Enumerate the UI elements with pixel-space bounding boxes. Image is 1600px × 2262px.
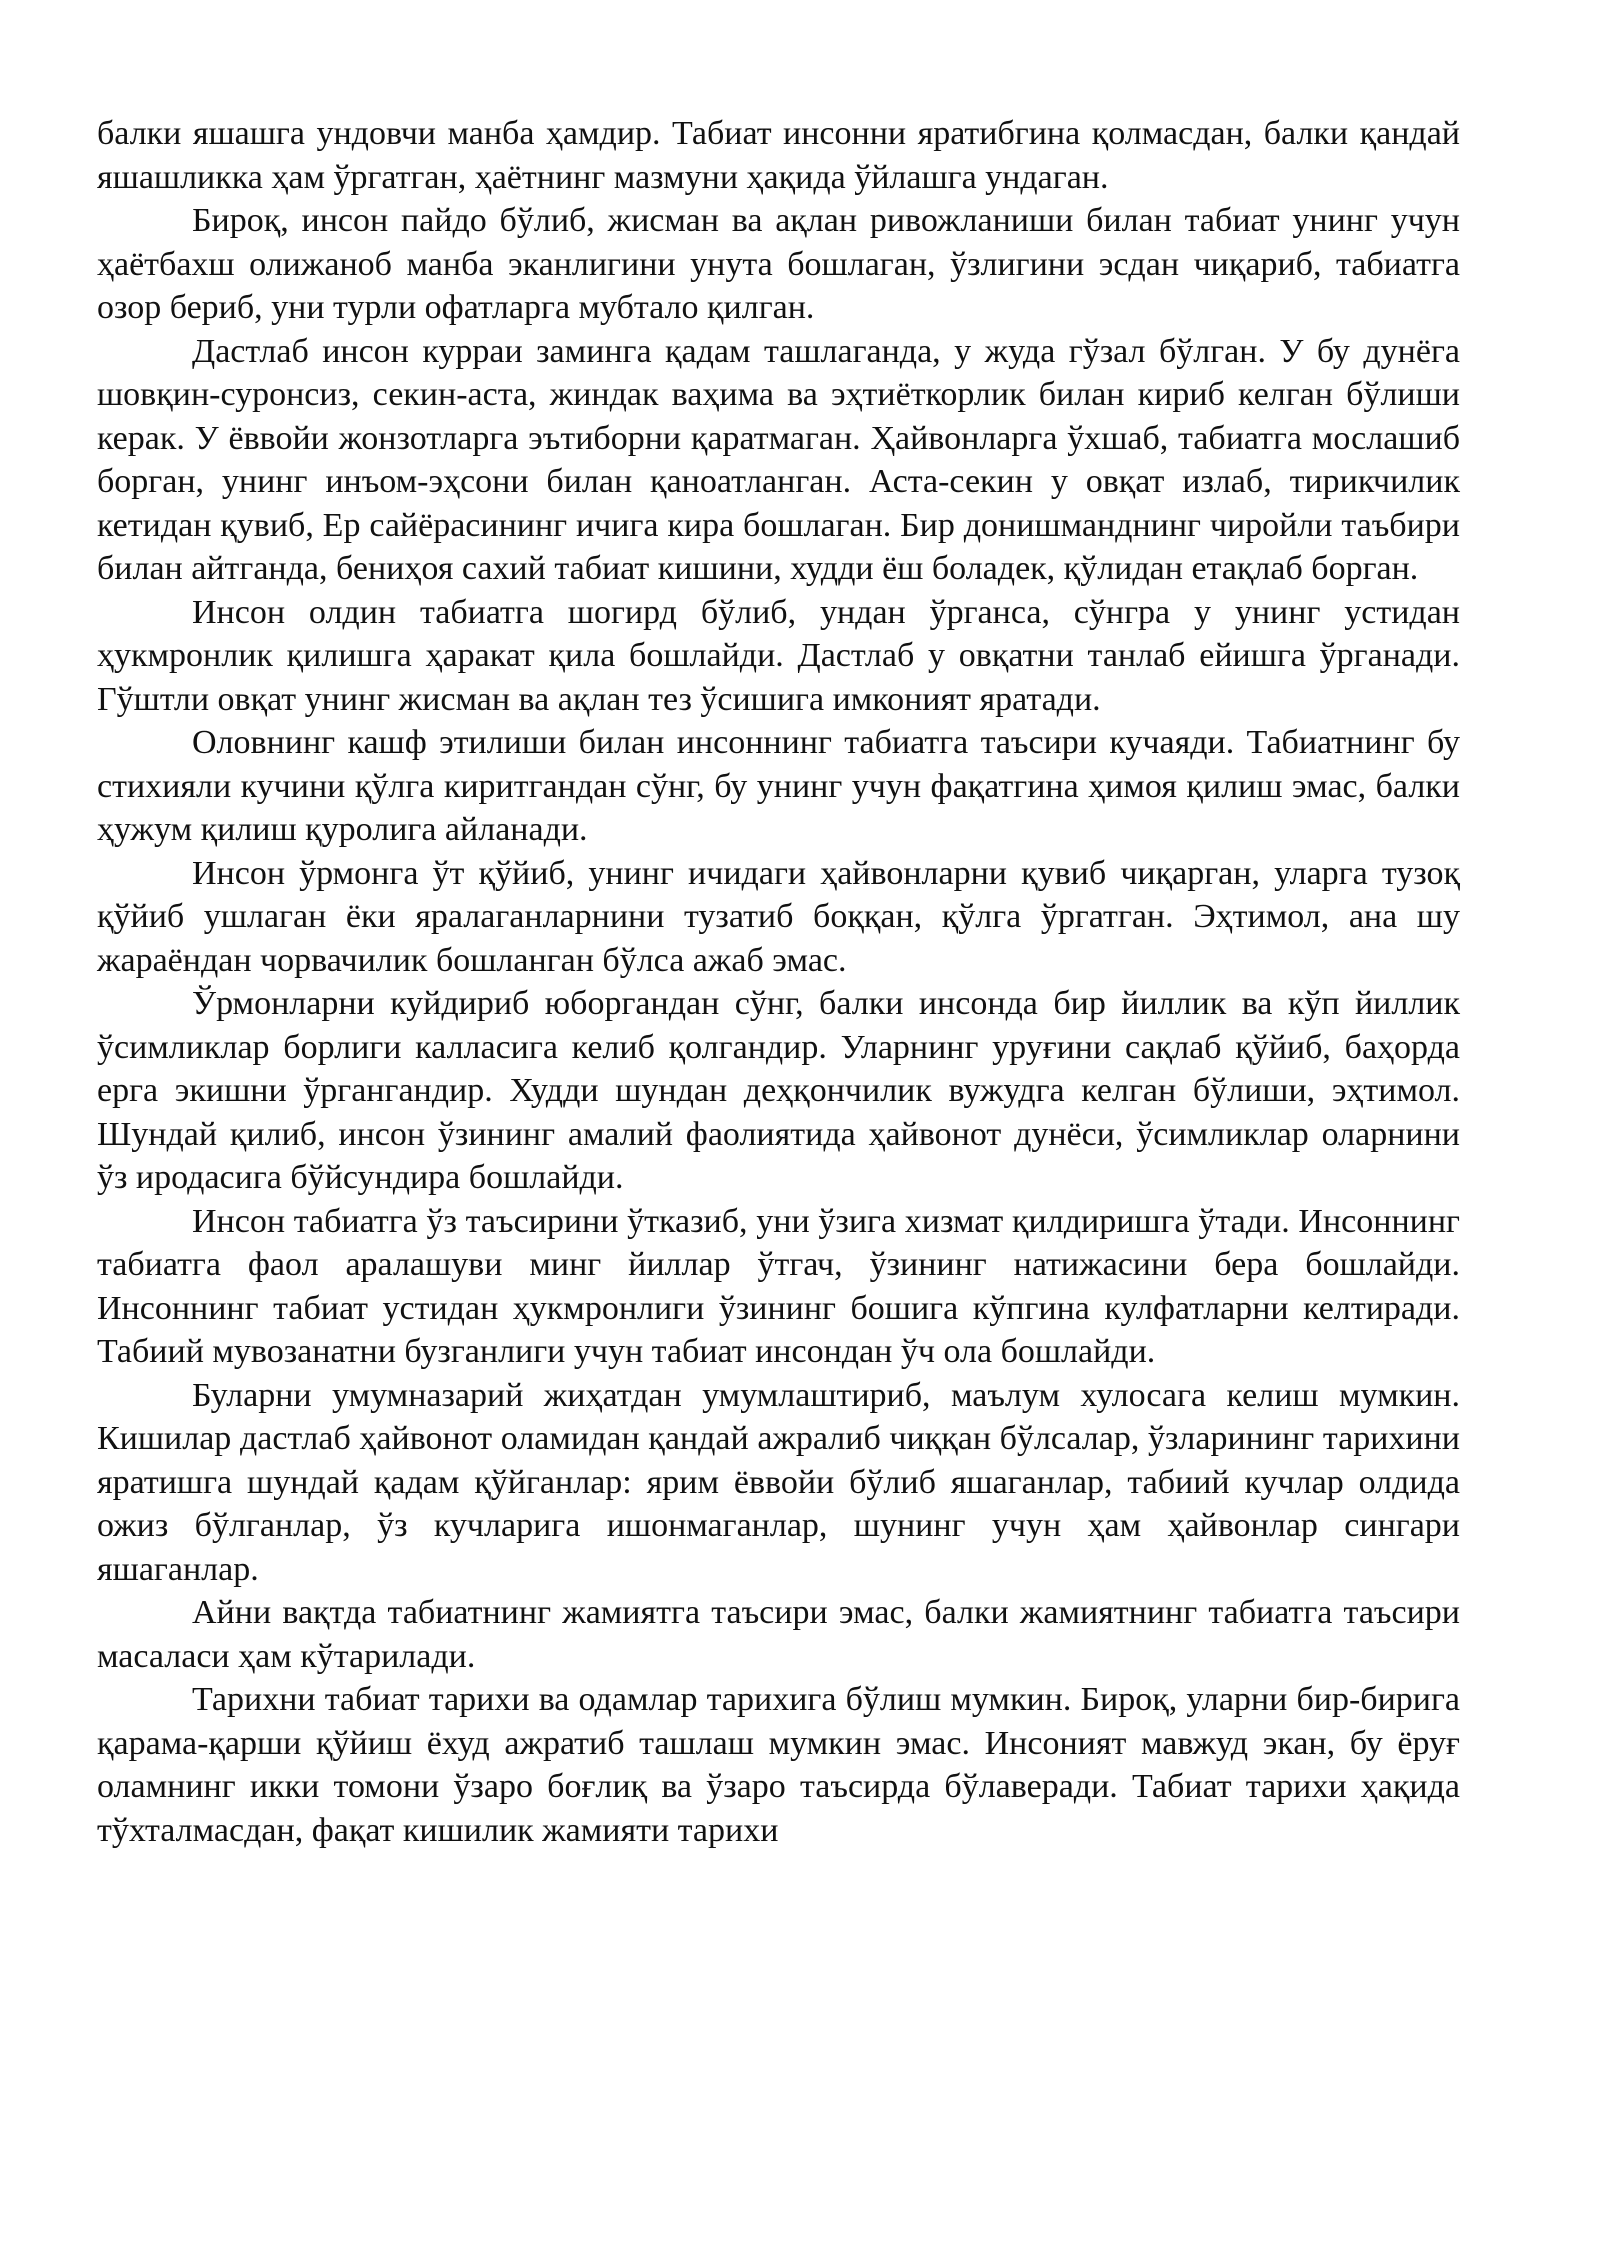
paragraph-3: Дастлаб инсон курраи заминга қадам ташлаганда, у жуда гўзал бўлган. У бу дунёга шовқин-суронсиз, секин-аста, жиндак ваҳима ва эҳтиёткорлик билан кириб келган бўлиши керак. У ёввойи жонзотларга эътиборни қаратмаган. Ҳайвонларга ўхшаб, табиатга мослашиб борган, унинг инъом-эҳсони билан қаноатланган. Аста-секин у овқат излаб, тирикчилик кетидан қувиб, Ер сайёрасининг ичига кира бошлаган. Бир донишманднинг чиройли таъбири билан айтганда, бениҳоя сахий табиат кишини, худди ёш боладек, қўлидан етақлаб борган. [97, 332, 1460, 587]
paragraph-6: Инсон ўрмонга ўт қўйиб, унинг ичидаги ҳайвонларни қувиб чиқарган, уларга тузоқ қўйиб ушлаган ёки яралаганларнини тузатиб боққан, қўлга ўргатган. Эҳтимол, ана шу жараёндан чорвачилик бошланган бўлса ажаб эмас. [97, 854, 1460, 979]
paragraph-10: Айни вақтда табиатнинг жамиятга таъсири эмас, балки жамиятнинг табиатга таъсири масаласи ҳам кўтарилади. [97, 1594, 1460, 1675]
paragraph-7: Ўрмонларни куйдириб юборгандан сўнг, балки инсонда бир йиллик ва кўп йиллик ўсимликлар борлиги калласига келиб қолгандир. Уларнинг уруғини сақлаб қўйиб, баҳорда ерга экишни ўргангандир. Худди шундан деҳқончилик вужудга келган бўлиши, эҳтимол. Шундай қилиб, инсон ўзининг амалий фаолиятида ҳайвонот дунёси, ўсимликлар оларнини ўз иродасига бўйсундира бошлайди. [97, 985, 1460, 1196]
document-page [97, 112, 1460, 1852]
paragraph-2: Бироқ, инсон пайдо бўлиб, жисман ва ақлан ривожланиши билан табиат унинг учун ҳаётбахш олижаноб манба эканлигини унута бошлаган, ўзлигини эсдан чиқариб, табиатга озор бериб, уни турли офатларга мубтало қилган. [97, 202, 1460, 326]
paragraph-4: Инсон олдин табиатга шогирд бўлиб, ундан ўрганса, сўнгра у унинг устидан ҳукмронлик қилишга ҳаракат қила бошлайди. Дастлаб у овқатни танлаб ейишга ўрганади. Гўштли овқат унинг жисман ва ақлан тез ўсишига имконият яратади. [97, 593, 1460, 718]
paragraph-9: Буларни умумназарий жиҳатдан умумлаштириб, маълум хулосага келиш мумкин. Кишилар дастлаб ҳайвонот оламидан қандай ажралиб чиққан бўлсалар, ўзларининг тарихини яратишга шундай қадам қўйганлар: ярим ёввойи бўлиб яшаганлар, табиий кучлар олдида ожиз бўлганлар, ўз кучларига ишонмаганлар, шунинг учун ҳам ҳайвонлар сингари яшаганлар. [97, 1376, 1460, 1588]
paragraph-11: Тарихни табиат тарихи ва одамлар тарихига бўлиш мумкин. Бироқ, уларни бир-бирига қарама-қарши қўйиш ёхуд ажратиб ташлаш мумкин эмас. Инсоният мавжуд экан, бу ёруғ оламнинг икки томони ўзаро боғлиқ ва ўзаро таъсирда бўлаверади. Табиат тарихи ҳақида тўхталмасдан, фақат кишилик жамияти тарихи [97, 1681, 1460, 1849]
paragraph-1: балки яшашга ундовчи манба ҳамдир. Табиат инсонни яратибгина қолмасдан, балки қандай яшашликка ҳам ўргатган, ҳаётнинг мазмуни ҳақида ўйлашга ундаган. [97, 115, 1460, 196]
paragraph-5: Оловнинг кашф этилиши билан инсоннинг табиатга таъсири кучаяди. Табиатнинг бу стихияли кучини қўлга киритгандан сўнг, бу унинг учун фақатгина ҳимоя қилиш эмас, балки ҳужум қилиш қуролига айланади. [97, 724, 1460, 848]
paragraph-8: Инсон табиатга ўз таъсирини ўтказиб, уни ўзига хизмат қилдиришга ўтади. Инсоннинг табиатга фаол аралашуви минг йиллар ўтгач, ўзининг натижасини бера бошлайди. Инсоннинг табиат устидан ҳукмронлиги ўзининг бошига кўпгина кулфатларни келтиради. Табиий мувозанатни бузганлиги учун табиат инсондан ўч ола бошлайди. [97, 1202, 1460, 1370]
